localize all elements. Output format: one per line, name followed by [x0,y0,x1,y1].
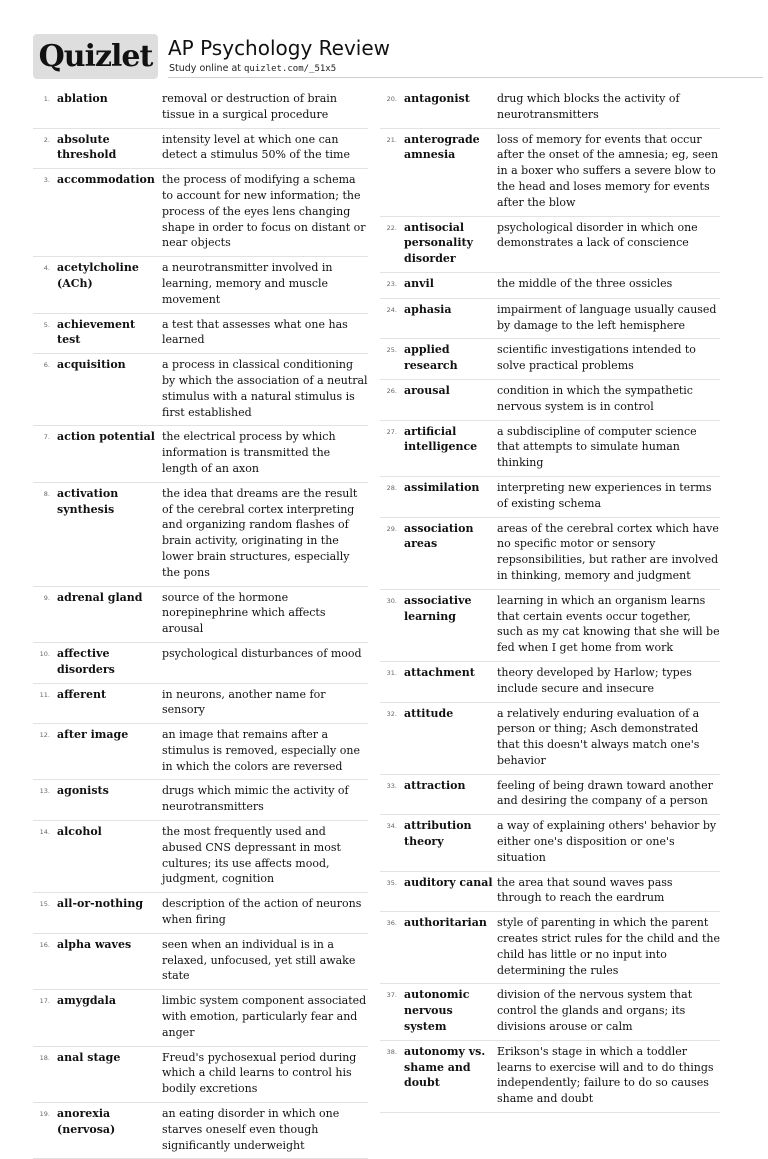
term-definition: areas of the cerebral cortex which have no specific motor or sensory repsonsibilities, but rather are involved in thinking, memory and judgment [497,521,719,582]
term-row [380,872,720,913]
term-name: alpha waves [57,937,132,951]
term-name: all-or-nothing [57,897,144,911]
term-name: assimilation [404,480,480,494]
term-definition: the area that sound waves pass through to reach the eardrum [497,875,673,905]
term-number: 10. [39,649,50,658]
term-number: 14. [39,828,50,837]
term-definition: an image that remains after a stimulus is removed, especially one in which the colors are reversed [162,728,360,773]
term-row [380,129,720,217]
term-name: associative learning [404,593,472,623]
term-definition: Erikson's stage in which a toddler learns to exercise will and to do things independently; failure to do so causes shame and doubt [497,1044,714,1106]
term-number: 34. [386,822,397,831]
term-name: action potential [57,430,155,444]
term-row [33,684,368,725]
term-number: 1. [43,95,50,103]
study-url: quizlet.com/_51x5 [244,64,337,74]
term-definition: seen when an individual is in a relaxed, unfocused, yet still awake state [162,937,356,983]
term-definition: source of the hormone norepinephrine which affects arousal [162,590,326,636]
term-row [33,1047,368,1103]
term-name: anterograde amnesia [404,132,480,162]
term-name: applied research [404,343,458,373]
term-definition: the middle of the three ossicles [497,276,673,290]
term-row [33,1103,368,1159]
term-number: 30. [386,596,397,605]
term-number: 11. [39,690,50,699]
term-row [380,912,720,984]
term-definition: a relatively enduring evaluation of a person or thing; Asch demonstrated that this doesn't always match one's behavior [497,706,700,767]
term-row [33,314,368,355]
term-name: attachment [404,665,475,679]
term-row [380,273,720,299]
term-number: 22. [386,223,397,232]
term-row [33,426,368,482]
term-definition: style of parenting in which the parent creates strict rules for the child and the child has little or no input into determining the rules [497,916,720,977]
page-title: AP Psychology Review [168,36,391,60]
term-definition: psychological disturbances of mood [162,646,362,660]
term-row [380,217,720,273]
term-name: antagonist [404,92,470,105]
term-number: 25. [386,346,397,355]
term-name: acetylcholine (ACh) [57,261,139,290]
term-definition: interpreting new experiences in terms of existing schema [497,480,712,510]
term-name: activation synthesis [57,486,119,516]
term-number: 23. [386,279,397,288]
term-number: 35. [386,878,397,887]
term-name: accommodation [57,173,155,187]
term-name: acquisition [57,358,126,372]
term-row [380,518,720,590]
term-name: affective disorders [57,646,115,676]
term-definition: Freud's pychosexual period during which a child learns to control his bodily excretions [162,1050,357,1096]
term-row [33,483,368,587]
term-name: ablation [57,92,108,105]
term-number: 19. [39,1110,50,1119]
term-name: absolute threshold [57,132,117,162]
term-number: 38. [386,1047,397,1056]
term-name: auditory canal [404,875,493,889]
term-row [33,354,368,426]
term-name: anal stage [57,1050,121,1064]
term-number: 20. [386,95,397,103]
term-name: aphasia [404,302,452,316]
term-number: 3. [43,176,50,185]
term-name: adrenal gland [57,590,143,604]
term-row [380,815,720,871]
term-row [380,984,720,1040]
term-number: 16. [39,940,50,949]
term-row [380,703,720,775]
term-number: 17. [39,997,50,1006]
term-definition: feeling of being drawn toward another and desiring the company of a person [497,778,713,808]
term-number: 7. [43,433,50,442]
term-name: attitude [404,706,454,720]
term-definition: the electrical process by which information is transmitted the length of an axon [162,430,336,475]
term-definition: the process of modifying a schema to account for new information; the process of the eyes lens changing shape in order to focus on distant or near objects [162,173,366,250]
term-name: autonomy vs. shame and doubt [404,1044,486,1090]
term-row [380,477,720,518]
term-number: 26. [386,386,397,395]
term-name: attribution theory [404,819,472,849]
term-row [33,587,368,643]
term-definition: an eating disorder in which one starves oneself even though significantly underweight [162,1107,340,1152]
term-definition: intensity level at which one can detect a stimulus 50% of the time [162,132,350,162]
term-number: 18. [39,1053,50,1062]
term-definition: drug which blocks the activity of neurotransmitters [497,92,680,121]
term-definition: the idea that dreams are the result of the cerebral cortex interpreting and organizing random flashes of brain activity, originating in the lower brain structures, especially the pons [162,486,358,579]
header-divider [168,77,763,78]
term-definition: a way of explaining others' behavior by either one's disposition or one's situation [497,819,717,864]
term-name: anorexia (nervosa) [57,1107,116,1136]
term-name: attraction [404,778,466,792]
term-definition: scientific investigations intended to solve practical problems [497,343,696,373]
term-row [380,339,720,380]
term-number: 12. [39,731,50,740]
term-number: 32. [386,709,397,718]
term-definition: psychological disorder in which one demonstrates a lack of conscience [497,220,698,250]
term-definition: learning in which an organism learns that certain events occur together, such as my cat knowing that she will be fed when I get home from work [497,593,720,655]
term-definition: division of the nervous system that control the glands and organs; its divisions arouse or calm [497,988,693,1034]
term-name: association areas [404,521,474,551]
term-number: 9. [43,593,50,602]
term-definition: a process in classical conditioning by which the association of a neutral stimulus with a natural stimulus is first established [162,358,368,419]
term-number: 13. [39,787,50,796]
term-name: amygdala [57,994,116,1008]
term-number: 21. [386,135,397,144]
term-name: afferent [57,687,107,701]
term-row [33,893,368,934]
term-row [33,88,368,129]
right-term-column [380,88,720,1113]
term-definition: drugs which mimic the activity of neurotransmitters [162,784,349,814]
term-number: 37. [386,991,397,1000]
term-number: 6. [43,361,50,370]
term-row [380,590,720,662]
term-row [33,780,368,821]
term-definition: in neurons, another name for sensory [162,687,326,717]
term-row [33,643,368,684]
term-row [380,1041,720,1113]
term-number: 28. [386,483,397,492]
term-number: 36. [386,919,397,928]
term-row [33,129,368,170]
term-row [380,380,720,421]
term-name: agonists [57,784,109,798]
term-number: 33. [386,781,397,790]
term-definition: a test that assesses what one has learned [162,317,348,347]
term-row [380,775,720,816]
term-row [33,821,368,893]
term-definition: the most frequently used and abused CNS depressant in most cultures; its use affects mood, judgment, cognition [162,825,341,886]
term-number: 2. [43,135,50,144]
left-term-column [33,88,368,1159]
term-number: 8. [43,489,50,498]
term-name: arousal [404,383,450,397]
term-row [380,421,720,477]
term-definition: description of the action of neurons when firing [162,897,362,927]
term-name: autonomic nervous system [404,988,470,1034]
term-row [380,299,720,340]
term-definition: removal or destruction of brain tissue in a surgical procedure [162,92,337,121]
term-name: anvil [404,276,434,290]
term-definition: condition in which the sympathetic nervous system is in control [497,383,693,413]
term-definition: limbic system component associated with emotion, particularly fear and anger [162,994,367,1039]
quizlet-logo: Quizlet [33,34,158,79]
term-definition: loss of memory for events that occur after the onset of the amnesia; eg, seen in a boxer who suffers a severe blow to the head and loses memory for events after the blow [497,132,719,209]
term-name: authoritarian [404,916,487,930]
page-subtitle [169,63,336,74]
term-name: antisocial personality disorder [404,220,473,266]
term-name: artificial intelligence [404,424,478,454]
term-definition: theory developed by Harlow; types include secure and insecure [497,665,692,695]
term-row [33,990,368,1046]
term-row [33,934,368,990]
term-definition: a subdiscipline of computer science that attempts to simulate human thinking [497,424,697,470]
term-name: alcohol [57,825,102,839]
term-row [33,724,368,780]
term-name: achievement test [57,317,136,347]
term-number: 24. [386,305,397,314]
term-name: after image [57,728,129,742]
term-definition: a neurotransmitter involved in learning, memory and muscle movement [162,261,333,306]
term-row [380,88,720,129]
term-row [33,257,368,313]
term-row [33,169,368,257]
term-number: 31. [386,668,397,677]
term-row [380,662,720,703]
subtitle-prefix: Study online at [169,63,245,74]
term-definition: impairment of language usually caused by damage to the left hemisphere [497,302,717,332]
term-number: 5. [43,320,50,329]
term-number: 15. [39,900,50,909]
term-number: 4. [43,264,50,273]
term-number: 29. [386,524,397,533]
term-number: 27. [386,427,397,436]
